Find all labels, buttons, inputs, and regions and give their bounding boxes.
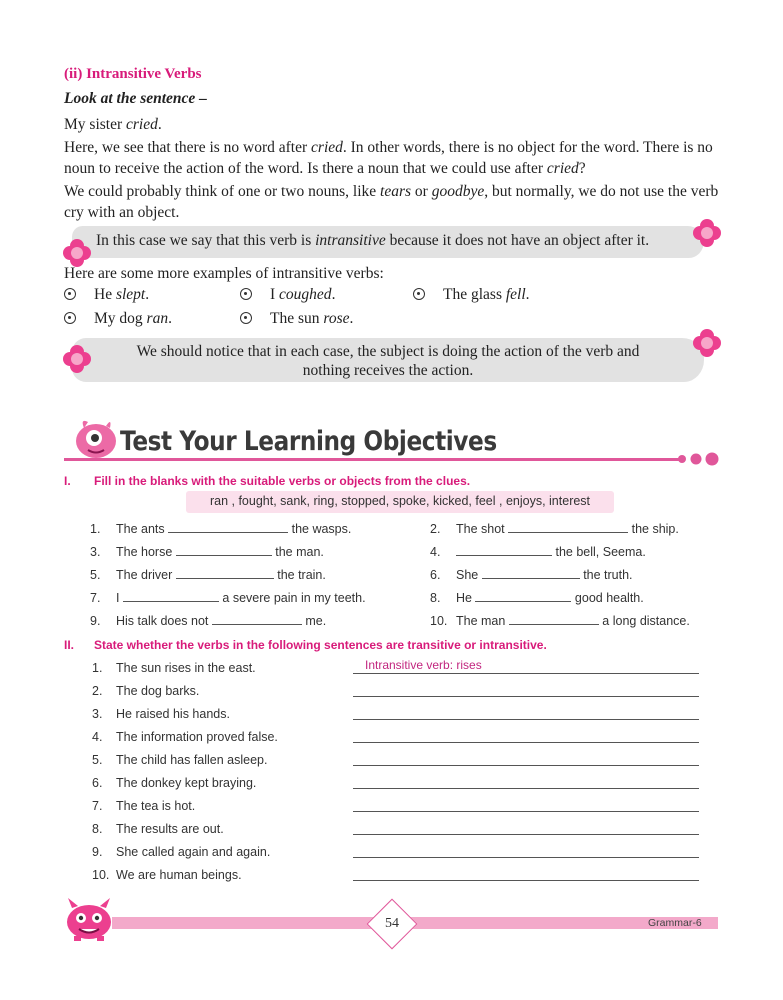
- bullet-icon: [413, 288, 425, 300]
- item-number: 4.: [430, 545, 441, 559]
- item-text-after: the train.: [273, 568, 326, 582]
- pink-flower-icon: [692, 218, 722, 248]
- sentence-text: The tea is hot.: [116, 799, 196, 813]
- answer-blank[interactable]: [508, 523, 628, 533]
- item-number: 8.: [430, 591, 441, 605]
- item-number: 2.: [430, 522, 441, 536]
- fill-blank-item: [430, 591, 644, 605]
- question-2-heading: II. State whether the verbs in the following sentences are transitive or intransitive.: [64, 638, 547, 652]
- answer-line[interactable]: [353, 704, 699, 720]
- bullet-icon: [64, 312, 76, 324]
- sentence-item: [92, 776, 256, 790]
- answer-blank[interactable]: [509, 615, 599, 625]
- item-number: 1.: [90, 522, 101, 536]
- item-text-after: the bell, Seema.: [552, 545, 646, 559]
- answer-line[interactable]: [353, 681, 699, 697]
- paragraph-1: Here, we see that there is no word after cried. In other words, there is no object for the word. There is no noun to receive the action of the word. Is there a noun that we could use after cried?: [64, 139, 713, 177]
- item-text-before: The ants: [116, 522, 169, 536]
- answer-line[interactable]: [353, 750, 699, 766]
- sentence-item: [92, 707, 230, 721]
- item-number: 6.: [92, 776, 103, 790]
- item-number: 3.: [90, 545, 101, 559]
- page-number: 54: [385, 916, 399, 931]
- item-text-after: the man.: [271, 545, 324, 559]
- tylo-underline: [64, 458, 684, 461]
- answer-blank[interactable]: [475, 592, 571, 602]
- item-number: 5.: [90, 568, 101, 582]
- sentence-item: [92, 822, 224, 836]
- item-text-before: She: [456, 568, 482, 582]
- sentence-text: The child has fallen asleep.: [116, 753, 268, 767]
- fill-blank-item: [430, 522, 679, 536]
- dots-decoration-icon: [676, 451, 720, 467]
- section-title: (ii) Intransitive Verbs: [64, 66, 202, 82]
- callout-intransitive: [72, 226, 704, 258]
- fill-blank-item: [90, 614, 326, 628]
- answer-blank[interactable]: [176, 546, 272, 556]
- item-number: 6.: [430, 568, 441, 582]
- fill-blank-item: [430, 545, 646, 559]
- answer-line[interactable]: [353, 773, 699, 789]
- monster-mascot-icon: [70, 414, 120, 460]
- examples-intro: Here are some more examples of intransitive verbs:: [64, 265, 384, 282]
- example-sentence: My sister cried.: [64, 116, 162, 133]
- bullet-icon: [240, 288, 252, 300]
- callout-notice: [72, 338, 704, 382]
- item-number: 7.: [90, 591, 101, 605]
- item-text-after: the ship.: [628, 522, 679, 536]
- sentence-text: The sun rises in the east.: [116, 661, 256, 675]
- fill-blank-item: [90, 591, 366, 605]
- answer-line[interactable]: Intransitive verb: rises: [353, 658, 699, 674]
- answer-blank[interactable]: [123, 592, 219, 602]
- item-number: 5.: [92, 753, 103, 767]
- paragraph-2: We could probably think of one or two nouns, like tears or goodbye, but normally, we do not use the verb cry with an object.: [64, 183, 719, 221]
- answer-line[interactable]: [353, 842, 699, 858]
- fill-blank-item: [90, 545, 324, 559]
- answer-line[interactable]: [353, 796, 699, 812]
- callout-line-1: We should notice that in each case, the subject is doing the action of the verb and: [136, 343, 640, 360]
- answer-blank[interactable]: [168, 523, 288, 533]
- fill-blank-item: [430, 568, 633, 582]
- item-text-after: a long distance.: [598, 614, 690, 628]
- item-number: 1.: [92, 661, 103, 675]
- item-number: 10.: [430, 614, 448, 628]
- fill-blank-item: [90, 522, 351, 536]
- item-text-before: The man: [456, 614, 509, 628]
- sentence-text: She called again and again.: [116, 845, 271, 859]
- item-text-after: a severe pain in my teeth.: [218, 591, 366, 605]
- look-heading: Look at the sentence –: [64, 90, 207, 107]
- example-item: The sun rose.: [240, 310, 353, 328]
- item-text-before: The shot: [456, 522, 509, 536]
- answer-line[interactable]: [353, 865, 699, 881]
- item-number: 8.: [92, 822, 103, 836]
- sentence-item: [92, 730, 278, 744]
- example-item: I coughed.: [240, 286, 335, 304]
- sentence-text: We are human beings.: [116, 868, 242, 882]
- sentence-text: The donkey kept braying.: [116, 776, 257, 790]
- sentence-item: [92, 661, 256, 675]
- item-text-after: good health.: [571, 591, 644, 605]
- example-item: My dog ran.: [64, 310, 172, 328]
- tylo-title: Test Your Learning Objectives: [120, 426, 497, 457]
- bullet-icon: [240, 312, 252, 324]
- item-text-before: The driver: [116, 568, 176, 582]
- answer-blank[interactable]: [176, 569, 274, 579]
- answer-blank[interactable]: [482, 569, 580, 579]
- item-number: 2.: [92, 684, 103, 698]
- sentence-text: The information proved false.: [116, 730, 278, 744]
- item-text-before: His talk does not: [116, 614, 212, 628]
- item-number: 10.: [92, 868, 110, 882]
- callout-line-2: nothing receives the action.: [302, 362, 474, 379]
- item-text-after: me.: [301, 614, 327, 628]
- answer-line[interactable]: [353, 727, 699, 743]
- item-number: 7.: [92, 799, 103, 813]
- item-number: 4.: [92, 730, 103, 744]
- sentence-item: [92, 868, 242, 882]
- item-number: 9.: [92, 845, 103, 859]
- bullet-icon: [64, 288, 76, 300]
- item-number: 3.: [92, 707, 103, 721]
- sentence-item: [92, 753, 267, 767]
- pink-flower-icon: [62, 344, 92, 374]
- fill-blank-item: [430, 614, 690, 628]
- item-number: 9.: [90, 614, 101, 628]
- answer-blank[interactable]: [212, 615, 302, 625]
- example-item: The glass fell.: [413, 286, 530, 304]
- example-item: He slept.: [64, 286, 149, 304]
- pink-flower-icon: [692, 328, 722, 358]
- sentence-text: The results are out.: [116, 822, 224, 836]
- callout-text: In this case we say that this verb is intransitive because it does not have an object after it.: [96, 232, 650, 249]
- clue-box: ran , fought, sank, ring, stopped, spoke, kicked, feel , enjoys, interest: [186, 491, 614, 513]
- sentence-item: [92, 684, 199, 698]
- answer-blank[interactable]: [456, 546, 552, 556]
- item-text-after: the wasps.: [288, 522, 352, 536]
- item-text-before: I: [116, 591, 123, 605]
- sentence-item: [92, 799, 195, 813]
- fill-blank-item: [90, 568, 326, 582]
- sentence-text: He raised his hands.: [116, 707, 230, 721]
- question-1-heading: I. Fill in the blanks with the suitable verbs or objects from the clues.: [64, 474, 471, 488]
- item-text-before: The horse: [116, 545, 176, 559]
- item-text-before: He: [456, 591, 476, 605]
- book-title: Grammar-6: [648, 917, 702, 929]
- sentence-item: [92, 845, 270, 859]
- monster-footer-icon: [60, 896, 118, 942]
- answer-line[interactable]: [353, 819, 699, 835]
- sentence-text: The dog barks.: [116, 684, 200, 698]
- item-text-after: the truth.: [579, 568, 633, 582]
